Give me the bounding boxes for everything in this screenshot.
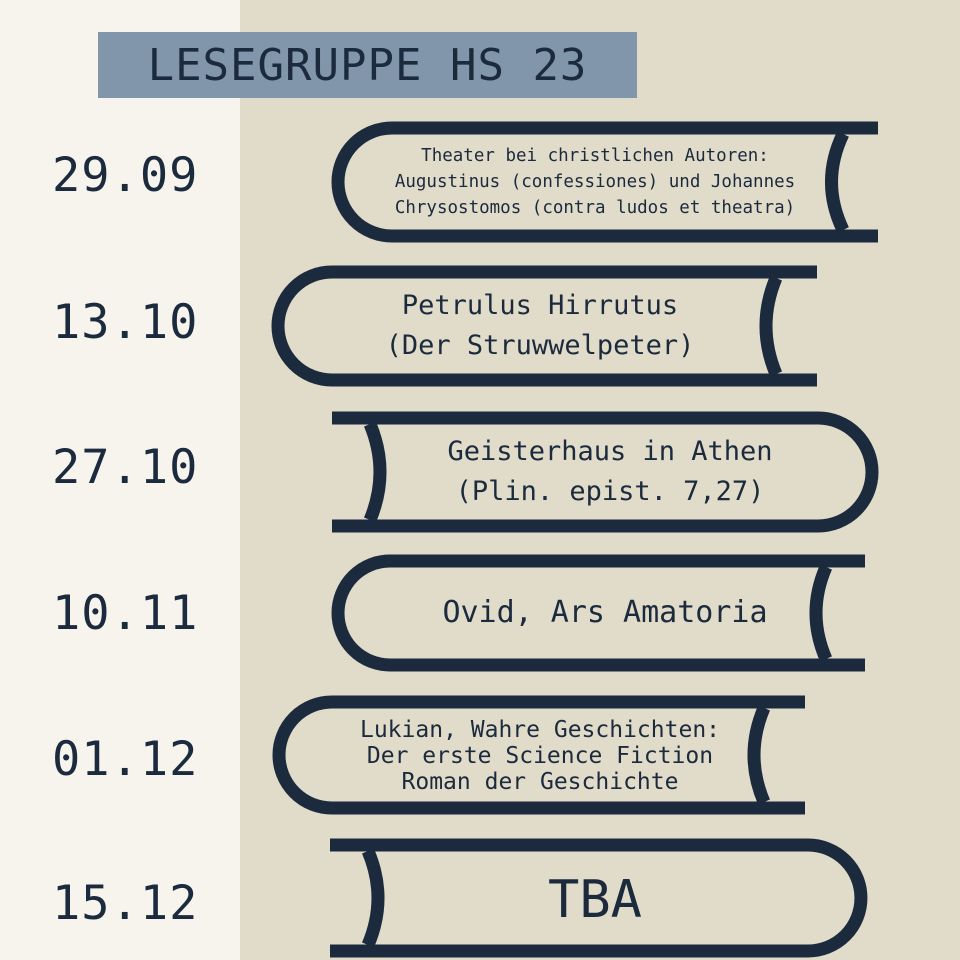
book-3-line-1: Geisterhaus in Athen [447,436,773,467]
book-3-line-2: (Plin. epist. 7,27) [455,476,765,507]
date-5: 01.12 [52,732,199,787]
book-1-line-3: Chrysostomos (contra ludos et theatra) [394,198,796,218]
date-3: 27.10 [52,440,199,495]
book-2-title [300,284,780,368]
book-5-line-3: Roman der Geschichte [401,769,679,795]
date-2: 13.10 [52,295,199,350]
page-title: LESEGRUPPE HS 23 [147,39,588,91]
book-6-line-1: TBA [548,870,642,930]
book-2-line-2: (Der Struwwelpeter) [385,330,695,361]
book-3-title [380,430,840,514]
book-5-line-2: Der erste Science Fiction [366,743,714,769]
book-5-title [300,716,780,796]
book-1-line-1: Theater bei christlichen Autoren: [421,146,769,166]
book-6-pages [368,851,378,945]
book-4-line-1: Ovid, Ars Amatoria [442,595,768,630]
book-4-title [380,585,830,641]
book-1-title [350,142,840,222]
book-1-line-2: Augustinus (confessiones) und Johannes [394,172,796,192]
date-4: 10.11 [52,586,199,641]
book-6-title [380,868,810,932]
book-3-pages [370,424,380,520]
book-5-line-1: Lukian, Wahre Geschichten: [359,717,721,743]
date-1: 29.09 [52,148,199,203]
book-2-line-1: Petrulus Hirrutus [401,290,679,321]
date-6: 15.12 [52,876,199,931]
